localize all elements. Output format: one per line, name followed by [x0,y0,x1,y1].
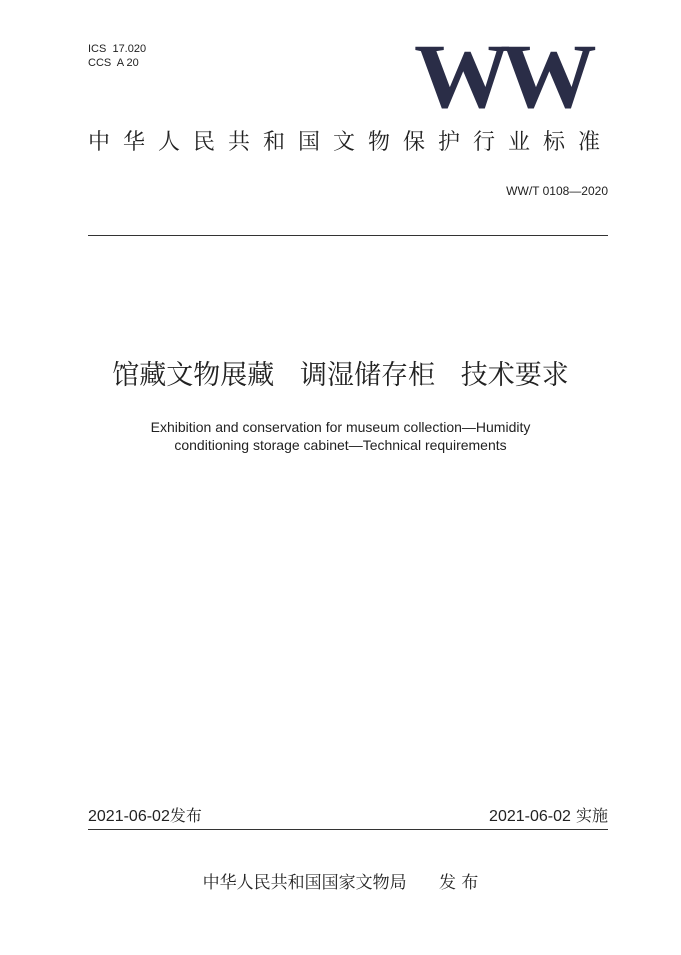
publish-label: 发布 [169,806,202,825]
ww-logo: WW [414,25,587,127]
english-title-line-1: Exhibition and conservation for museum collection—Humidity [150,419,531,435]
standard-number: WW/T 0108—2020 [506,184,608,198]
document-title-chinese: 馆藏文物展藏 调湿储存柜 技术要求 [112,360,569,391]
standard-category-title: 中华人民共和国文物保护行业标准 [88,130,614,155]
implement-date-row [489,806,608,827]
publisher-line [0,872,681,894]
bottom-divider [88,829,608,830]
implement-date: 2021-06-02 [489,808,571,825]
document-title-english [0,418,681,454]
ics-code: ICS 17.020 [88,43,147,55]
ccs-code: CCS A 20 [88,57,139,69]
publisher-name: 中华人民共和国国家文物局 [202,873,407,893]
classification-codes [88,42,146,70]
publisher-action: 发 布 [439,873,479,893]
publish-date-row [88,806,202,827]
english-title-line-2: conditioning storage cabinet—Technical requirements [174,437,507,453]
top-divider [88,235,608,236]
publish-date: 2021-06-02 [88,808,170,825]
implement-label: 实施 [575,806,608,825]
